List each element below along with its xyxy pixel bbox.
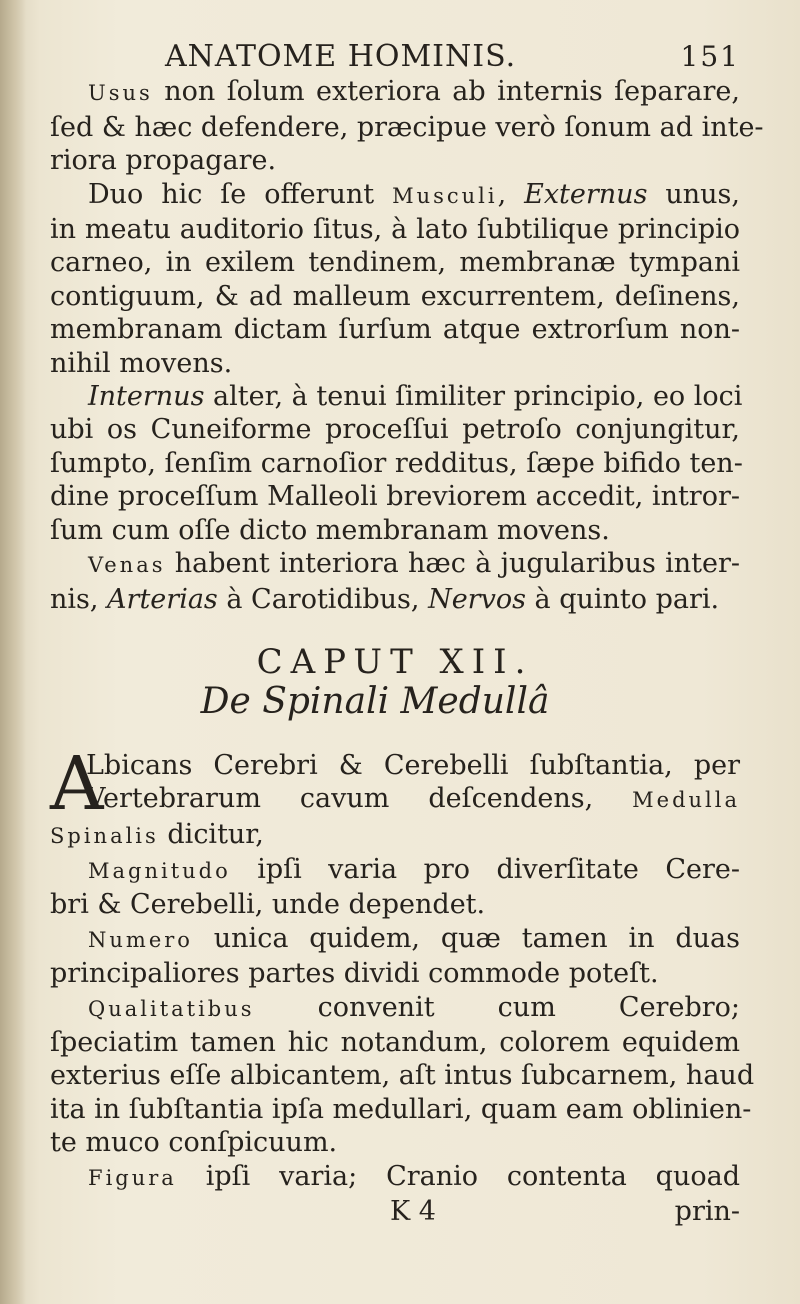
text-line: Duo hic ſe offerunt Musculi, Externus unus,	[88, 178, 740, 210]
small-caps-term: Medulla	[632, 788, 740, 813]
small-caps-term: Usus	[88, 81, 153, 106]
text-line: ubi os Cuneiforme proceſſui petroſo conjungitur,	[50, 414, 740, 446]
page-footer	[50, 1195, 740, 1228]
text-line: Magnitudo ipſi varia pro diverſitate Cere-	[88, 853, 740, 885]
section-spinal-cord	[50, 740, 755, 1195]
italic-term: Nervos	[428, 583, 526, 615]
text-line: ſum cum oſſe dicto membranam movens.	[50, 514, 610, 546]
signature-mark: K 4	[390, 1196, 436, 1227]
page-gutter-shadow	[0, 0, 26, 1304]
small-caps-term: Magnitudo	[88, 858, 231, 883]
chapter-heading: CAPUT XII.	[256, 641, 534, 682]
text-line: Qualitatibus convenit cum Cerebro;	[88, 991, 740, 1023]
text-line: bri & Cerebelli, unde dependet.	[50, 889, 486, 921]
text-line: membranam dictam ſurſum atque extrorſum non-	[50, 314, 740, 346]
small-caps-term: Spinalis	[50, 823, 159, 848]
text-line: ſed & hæc defendere, præcipue verò ſonum ad inte-	[50, 111, 764, 143]
small-caps-term: Figura	[88, 1165, 177, 1190]
chapter-subtitle: De Spinali Medullâ	[200, 681, 550, 723]
text-line: Lbicans Cerebri & Cerebelli ſubſtantia, per	[86, 749, 740, 781]
text-line: te muco conſpicuum.	[50, 1127, 338, 1159]
text-line: carneo, in exilem tendinem, membranæ tympani	[50, 247, 740, 279]
page-text-block	[50, 39, 764, 1228]
small-caps-term: Musculi	[392, 183, 498, 208]
text-line: Spinalis dicitur,	[50, 818, 264, 850]
italic-term: Arterias	[107, 583, 218, 615]
italic-term: Externus	[524, 178, 648, 210]
text-line: Vertebrarum cavum deſcendens, Medulla	[86, 783, 740, 815]
text-line: Figura ipſi varia; Cranio contenta quoad	[88, 1160, 740, 1192]
drop-capital: A	[50, 740, 104, 827]
small-caps-term: Numero	[88, 927, 193, 952]
section-ear-muscles	[50, 75, 764, 616]
text-line: ita in ſubſtantia ipſa medullari, quam eam oblinien-	[50, 1093, 752, 1125]
text-line: exterius eſſe albicantem, aſt intus ſubcarnem, haud	[50, 1060, 755, 1092]
text-line: Internus alter, à tenui ſimiliter principio, eo loci	[88, 381, 743, 413]
text-line: Usus non ſolum exteriora ab internis ſeparare,	[88, 76, 740, 108]
text-line: Venas habent interiora hæc à jugularibus inter-	[88, 548, 740, 580]
text-line: contiguum, & ad malleum excurrentem, deſinens,	[50, 280, 740, 312]
running-header	[50, 40, 740, 73]
page-number: 151	[680, 40, 740, 73]
text-line: in meatu auditorio ſitus, à lato ſubtilique principio	[50, 214, 740, 246]
text-line: ſumpto, ſenſim carnoſior redditus, ſæpe bifido ten-	[50, 447, 743, 479]
text-line: principaliores partes dividi commode poteſt.	[50, 958, 659, 990]
text-line: Numero unica quidem, quæ tamen in duas	[88, 922, 740, 954]
text-line: ſpeciatim tamen hic notandum, colorem equidem	[50, 1026, 740, 1058]
small-caps-term: Qualitatibus	[88, 996, 255, 1021]
italic-term: Internus	[88, 381, 205, 413]
text-line: riora propagare.	[50, 145, 277, 177]
small-caps-term: Venas	[88, 553, 166, 578]
text-line: dine proceſſum Malleoli breviorem accedit, intror-	[50, 481, 740, 513]
running-title: ANATOME HOMINIS.	[165, 39, 517, 74]
text-line: nis, Arterias à Carotidibus, Nervos à quinto pari.	[50, 583, 720, 615]
catchword: prin-	[674, 1196, 740, 1227]
text-line: nihil movens.	[50, 347, 233, 379]
